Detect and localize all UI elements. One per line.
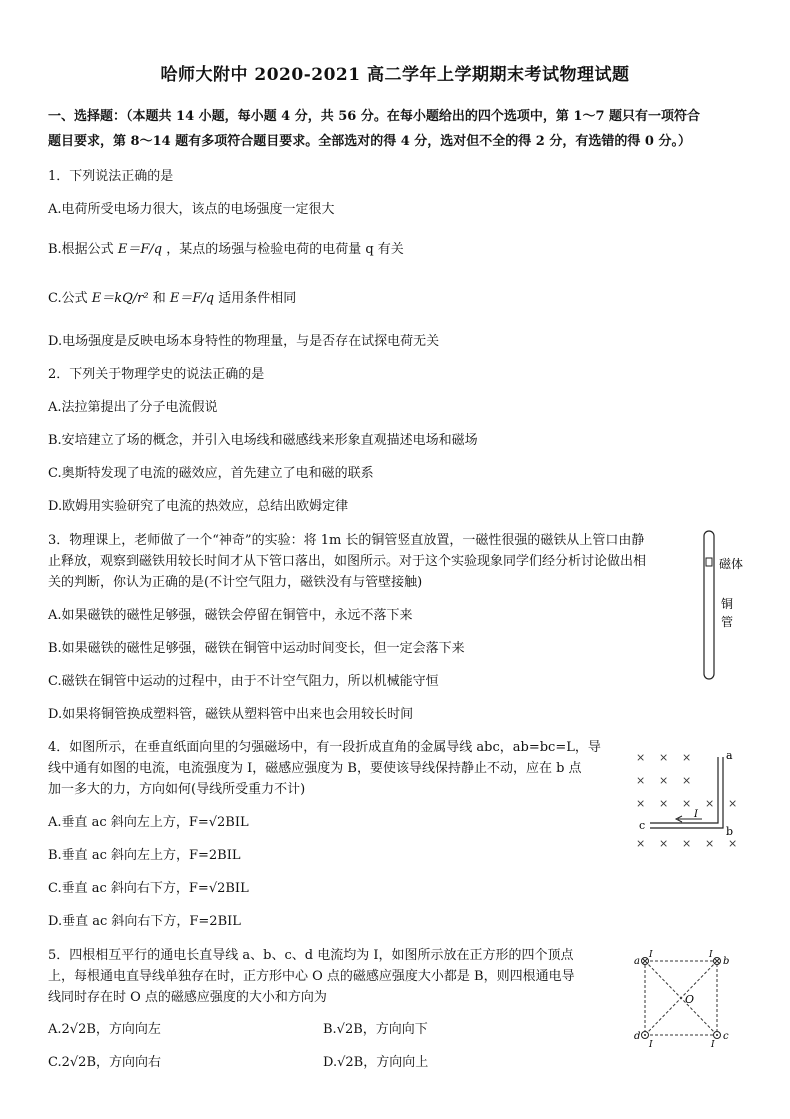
copper-tube: [704, 531, 714, 679]
q3-option-a: A.如果磁铁的磁性足够强，磁铁会停留在铜管中，永远不落下来: [48, 608, 413, 623]
q5-option-c: C.2√2B，方向向右: [48, 1055, 161, 1070]
q3-copper-tube-figure: [695, 528, 755, 684]
q5-stem-line3: 线同时存在时 O 点的磁感应强度的大小和方向为: [48, 990, 327, 1005]
section-header-line1: 一、选择题：（本题共 14 小题，每小题 4 分，共 56 分。在每小题给出的四个选项中，第 1～7 题只有一项符合: [48, 109, 701, 124]
q4-stem-line1: 4．如图所示，在垂直纸面向里的匀强磁场中，有一段折成直角的金属导线 abc，ab=bc=L，导: [48, 740, 601, 755]
q5-option-d: D.√2B，方向向上: [323, 1055, 429, 1070]
q5-label-I-d: I: [649, 1040, 653, 1050]
q4-option-b: B.垂直 ac 斜向左上方，F=2BIL: [48, 848, 241, 863]
bent-wire: [650, 757, 723, 828]
q4-option-a: A.垂直 ac 斜向左上方，F=√2BIL: [48, 815, 249, 830]
field-cross-mark: ×: [659, 751, 669, 764]
q3-option-b: B.如果磁铁的磁性足够强，磁铁在铜管中运动时间变长，但一定会落下来: [48, 641, 465, 656]
magnet: [706, 558, 712, 566]
q1-option-d: D.电场强度是反映电场本身特性的物理量，与是否存在试探电荷无关: [48, 334, 440, 349]
field-cross-mark: ×: [659, 774, 669, 787]
q2-stem: 2．下列关于物理学史的说法正确的是: [48, 367, 265, 382]
current-arrow: [676, 816, 702, 822]
q5-label-I-a: I: [649, 950, 653, 960]
field-cross-mark: ×: [636, 774, 646, 787]
q3-option-c: C.磁铁在铜管中运动的过程中，由于不计空气阻力，所以机械能守恒: [48, 674, 439, 689]
page-title: 哈师大附中 2020-2021 高二学年上学期期末考试物理试题: [160, 65, 630, 85]
q5-label-d: d: [634, 1031, 641, 1042]
q4-label-c: c: [639, 819, 646, 832]
q5-option-b: B.√2B，方向向下: [323, 1022, 428, 1037]
q4-wire-figure: [630, 745, 745, 850]
q4-label-b: b: [726, 825, 734, 838]
q3-stem-line3: 关的判断，你认为正确的是(不计空气阻力，磁铁没有与管壁接触): [48, 575, 423, 590]
field-cross-mark: ×: [705, 837, 715, 850]
q3-stem-line1: 3．物理课上，老师做了一个“神奇”的实验：将 1m 长的铜管竖直放置，一磁性很强的磁铁从上管口由静: [48, 533, 645, 548]
q5-label-b: b: [723, 956, 730, 967]
field-cross-mark: ×: [728, 797, 738, 810]
q2-option-c: C.奥斯特发现了电流的磁效应，首先建立了电和磁的联系: [48, 466, 374, 481]
q5-stem-line2: 上，每根通电直导线单独存在时，正方形中心 O 点的磁感应强度大小都是 B，则四根通电导: [48, 969, 575, 984]
q3-stem-line2: 止释放，观察到磁铁用较长时间才从下管口落出，如图所示。对于这个实验现象同学们经分析讨论做出相: [48, 554, 647, 569]
q1-b-formula: E＝F/q: [117, 242, 163, 257]
q1-c-mid: 和: [152, 291, 166, 306]
q4-stem-line2: 线中通有如图的电流，电流强度为 I，磁感应强度为 B，要使该导线保持静止不动，应在 b 点: [48, 761, 582, 776]
field-cross-mark: ×: [682, 797, 692, 810]
q1-option-c: [48, 291, 296, 307]
q2-option-b: B.安培建立了场的概念，并引入电场线和磁感线来形象直观描述电场和磁场: [48, 433, 478, 448]
field-cross-mark: ×: [705, 797, 715, 810]
q3-fig-label-tube1: 铜: [721, 597, 734, 611]
q5-label-a: a: [634, 956, 640, 967]
q5-label-O: O: [685, 993, 695, 1006]
q4-option-d: D.垂直 ac 斜向右下方，F=2BIL: [48, 914, 241, 929]
q3-option-d: D.如果将铜管换成塑料管，磁铁从塑料管中出来也会用较长时间: [48, 707, 414, 722]
q1-c-formula2: E＝F/q: [169, 291, 215, 306]
field-cross-mark: ×: [682, 837, 692, 850]
magnetic-field-crosses: [636, 751, 737, 850]
q1-stem: 1．下列说法正确的是: [48, 169, 174, 184]
q5-label-I-b: I: [709, 950, 713, 960]
q3-fig-label-magnet: 磁体: [719, 557, 744, 571]
q5-square-wires-figure: [632, 950, 747, 1050]
field-cross-mark: ×: [659, 797, 669, 810]
q4-label-current: I: [694, 809, 698, 820]
field-cross-mark: ×: [682, 751, 692, 764]
q4-label-a: a: [726, 749, 733, 762]
q1-c-prefix: C.公式: [48, 291, 88, 306]
field-cross-mark: ×: [636, 837, 646, 850]
field-cross-mark: ×: [682, 774, 692, 787]
section-header-line2: 题目要求，第 8～14 题有多项符合题目要求。全部选对的得 4 分，选对但不全的得 2 分，有选错的得 0 分。）: [48, 134, 691, 149]
q1-c-formula1: E＝kQ/r²: [91, 291, 149, 306]
field-cross-mark: ×: [636, 751, 646, 764]
field-cross-mark: ×: [728, 837, 738, 850]
q1-option-a: A.电荷所受电场力很大，该点的电场强度一定很大: [48, 202, 335, 217]
q5-option-a: A.2√2B，方向向左: [48, 1022, 161, 1037]
q1-c-suffix: 适用条件相同: [218, 291, 297, 306]
q3-fig-label-tube2: 管: [721, 615, 734, 629]
field-cross-mark: ×: [659, 837, 669, 850]
q1-b-suffix: ，某点的场强与检验电荷的电荷量 q 有关: [166, 242, 404, 257]
q5-label-I-c: I: [711, 1040, 715, 1050]
q4-stem-line3: 加一多大的力，方向如何(导线所受重力不计): [48, 782, 306, 797]
q5-stem-line1: 5．四根相互平行的通电长直导线 a、b、c、d 电流均为 I，如图所示放在正方形的四个顶点: [48, 948, 574, 963]
q1-option-b: [48, 242, 404, 258]
field-cross-mark: ×: [636, 797, 646, 810]
q1-b-prefix: B.根据公式: [48, 242, 114, 257]
q4-option-c: C.垂直 ac 斜向右下方，F=√2BIL: [48, 881, 249, 896]
q2-option-d: D.欧姆用实验研究了电流的热效应，总结出欧姆定律: [48, 499, 349, 514]
q5-label-c: c: [723, 1031, 729, 1042]
q2-option-a: A.法拉第提出了分子电流假说: [48, 400, 218, 415]
